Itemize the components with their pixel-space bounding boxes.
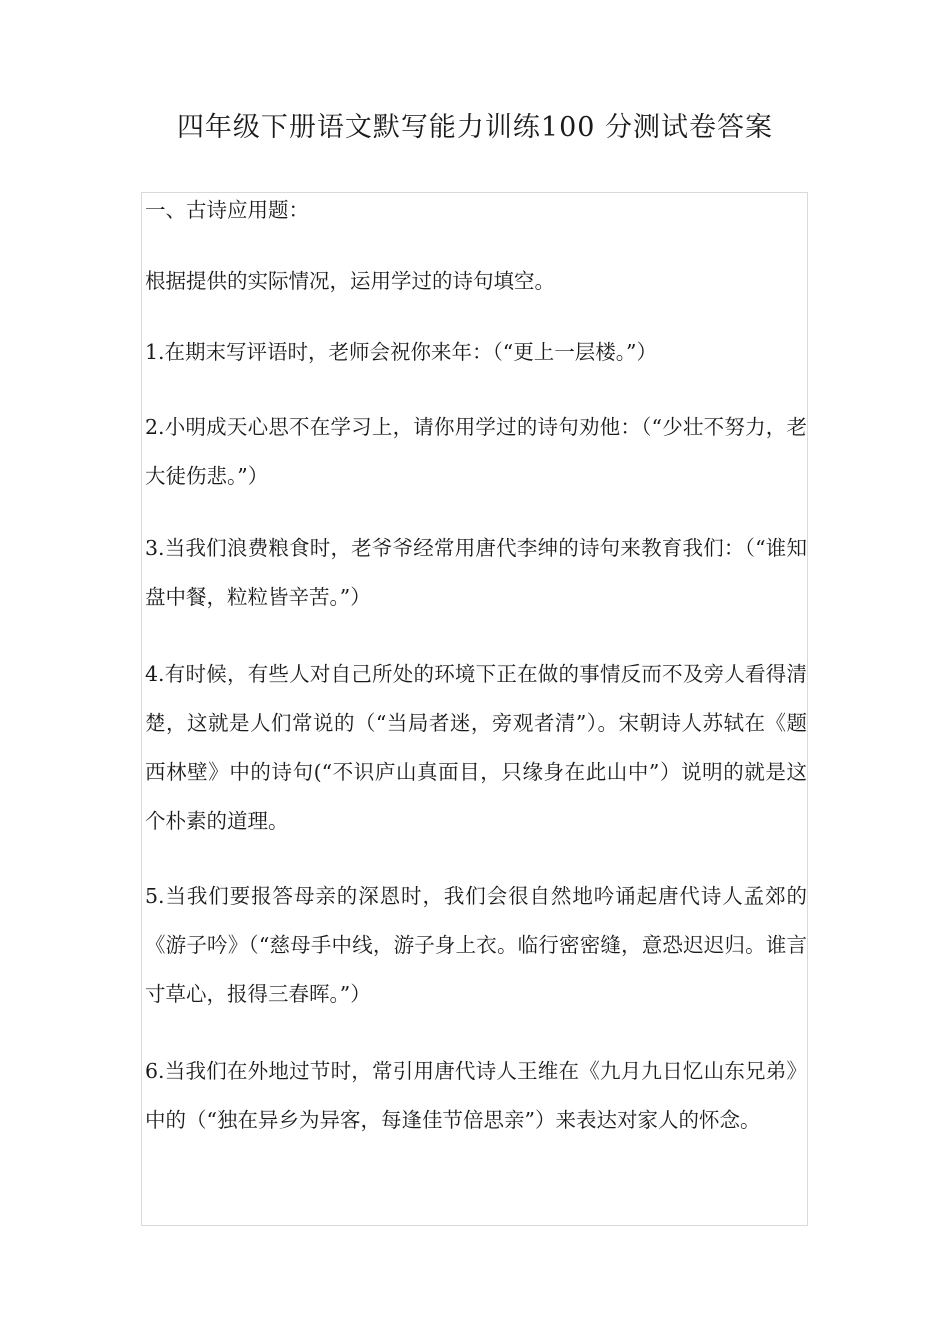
section-instruction: 根据提供的实际情况，运用学过的诗句填空。	[145, 269, 555, 293]
question-item-5: 5.当我们要报答母亲的深恩时，我们会很自然地吟诵起唐代诗人孟郊的《游子吟》（“慈母手中线，游子身上衣。临行密密缝，意恐迟迟归。谁言寸草心，报得三春晖。”）	[145, 884, 807, 1006]
question-item-1: 1.在期末写评语时，老师会祝你来年：（“更上一层楼。”）	[145, 340, 658, 364]
question-item-2: 2.小明成天心思不在学习上，请你用学过的诗句劝他：（“少壮不努力，老大徒伤悲。”）	[145, 415, 807, 488]
page-title: 四年级下册语文默写能力训练100 分测试卷答案	[176, 112, 774, 143]
question-item-3: 3.当我们浪费粮食时，老爷爷经常用唐代李绅的诗句来教育我们：（“谁知盘中餐，粒粒皆辛苦。”）	[145, 536, 807, 609]
question-item-6: 6.当我们在外地过节时，常引用唐代诗人王维在《九月九日忆山东兄弟》中的（“独在异乡为异客，每逢佳节倍思亲”）来表达对家人的怀念。	[145, 1059, 807, 1132]
section-heading: 一、古诗应用题：	[145, 198, 309, 222]
question-item-4: 4.有时候，有些人对自己所处的环境下正在做的事情反而不及旁人看得清楚，这就是人们常说的（“当局者迷，旁观者清”）。宋朝诗人苏轼在《题西林壁》中的诗句(“不识庐山真面目，只缘身在此山中”）说明的就是这个朴素的道理。	[145, 662, 807, 833]
